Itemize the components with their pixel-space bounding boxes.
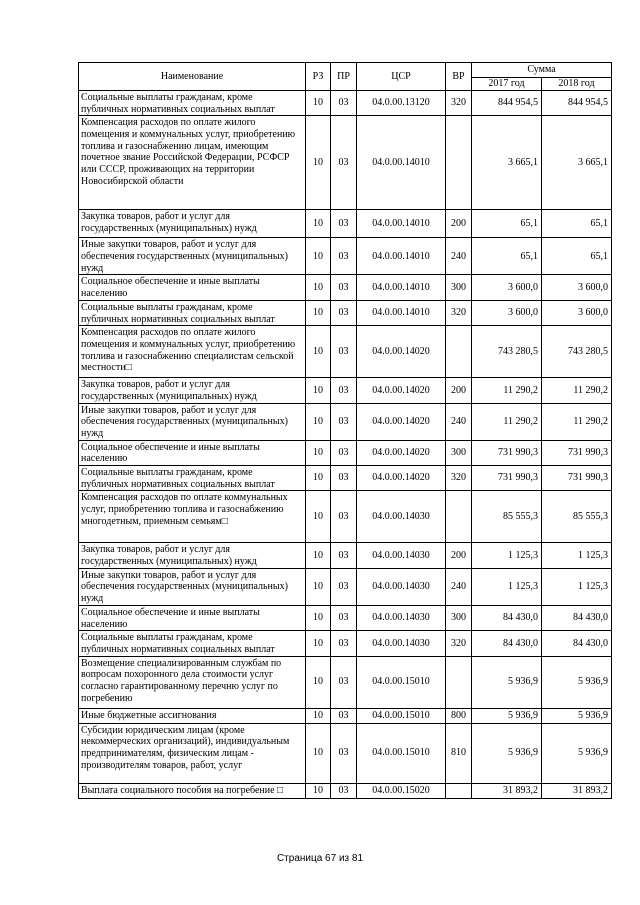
cell-2018: 84 430,0 (542, 605, 612, 630)
cell-2018: 31 893,2 (542, 783, 612, 798)
cell-name: Субсидии юридическим лицам (кроме некоммерческих организаций), индивидуальным предпринимателям, физическим лицам - производителям товаров, работ, услуг (79, 723, 306, 783)
cell-pr: 03 (331, 708, 357, 723)
cell-csr: 04.0.00.13120 (357, 91, 446, 116)
page-number: Страница 67 из 81 (276, 853, 364, 864)
cell-2017: 3 600,0 (472, 300, 542, 325)
table-row (79, 543, 612, 568)
cell-pr: 03 (331, 466, 357, 491)
header-rz: РЗ (306, 63, 331, 91)
cell-name: Компенсация расходов по оплате жилого помещения и коммунальных услуг, приобретению топлива и газоснабжению лицам, имеющим почетное звание Российской Федерации, РСФСР или СССР, проживающих на территории Новосибирской области (79, 116, 306, 210)
cell-rz: 10 (306, 378, 331, 403)
cell-rz: 10 (306, 631, 331, 656)
cell-2017: 65,1 (472, 210, 542, 238)
cell-name: Закупка товаров, работ и услуг для государственных (муниципальных) нужд (79, 543, 306, 568)
cell-2017: 84 430,0 (472, 631, 542, 656)
cell-2017: 5 936,9 (472, 708, 542, 723)
cell-pr: 03 (331, 543, 357, 568)
cell-2018: 5 936,9 (542, 656, 612, 708)
table-row (79, 275, 612, 300)
cell-2017: 65,1 (472, 238, 542, 275)
cell-2018: 731 990,3 (542, 466, 612, 491)
header-2017: 2017 год (472, 78, 542, 91)
cell-name: Закупка товаров, работ и услуг для государственных (муниципальных) нужд (79, 210, 306, 238)
cell-pr: 03 (331, 378, 357, 403)
table-row (79, 440, 612, 465)
cell-rz: 10 (306, 568, 331, 605)
cell-vr: 810 (446, 723, 472, 783)
cell-2018: 1 125,3 (542, 568, 612, 605)
cell-2017: 743 280,5 (472, 326, 542, 378)
table-row (79, 783, 612, 798)
cell-name: Компенсация расходов по оплате коммунальных услуг, приобретению топлива и газоснабжению многодетным, приемным семьям□ (79, 491, 306, 543)
cell-2018: 5 936,9 (542, 723, 612, 783)
cell-csr: 04.0.00.14020 (357, 403, 446, 440)
cell-vr: 240 (446, 568, 472, 605)
cell-vr: 320 (446, 631, 472, 656)
cell-vr: 320 (446, 466, 472, 491)
cell-name: Социальное обеспечение и иные выплаты населению (79, 440, 306, 465)
cell-rz: 10 (306, 708, 331, 723)
cell-2017: 731 990,3 (472, 440, 542, 465)
cell-csr: 04.0.00.14020 (357, 326, 446, 378)
cell-pr: 03 (331, 238, 357, 275)
cell-name: Социальные выплаты гражданам, кроме публичных нормативных социальных выплат (79, 631, 306, 656)
cell-csr: 04.0.00.14010 (357, 238, 446, 275)
cell-rz: 10 (306, 656, 331, 708)
table-row (79, 91, 612, 116)
table-row (79, 326, 612, 378)
cell-2018: 731 990,3 (542, 440, 612, 465)
cell-pr: 03 (331, 440, 357, 465)
cell-vr (446, 116, 472, 210)
header-sum: Сумма (472, 63, 612, 78)
cell-pr: 03 (331, 631, 357, 656)
cell-2017: 3 665,1 (472, 116, 542, 210)
cell-2017: 11 290,2 (472, 378, 542, 403)
cell-2018: 1 125,3 (542, 543, 612, 568)
cell-name: Социальное обеспечение и иные выплаты населению (79, 605, 306, 630)
cell-csr: 04.0.00.15010 (357, 708, 446, 723)
cell-vr: 240 (446, 403, 472, 440)
cell-vr: 320 (446, 91, 472, 116)
cell-2017: 1 125,3 (472, 543, 542, 568)
cell-csr: 04.0.00.14010 (357, 210, 446, 238)
cell-rz: 10 (306, 91, 331, 116)
cell-rz: 10 (306, 210, 331, 238)
cell-rz: 10 (306, 403, 331, 440)
cell-vr (446, 326, 472, 378)
cell-name: Иные закупки товаров, работ и услуг для обеспечения государственных (муниципальных) нужд (79, 568, 306, 605)
cell-name: Иные закупки товаров, работ и услуг для обеспечения государственных (муниципальных) нужд (79, 403, 306, 440)
table-row (79, 605, 612, 630)
cell-csr: 04.0.00.14010 (357, 300, 446, 325)
cell-2017: 11 290,2 (472, 403, 542, 440)
cell-2018: 85 555,3 (542, 491, 612, 543)
header-vr: ВР (446, 63, 472, 91)
cell-pr: 03 (331, 605, 357, 630)
cell-vr: 300 (446, 440, 472, 465)
cell-pr: 03 (331, 656, 357, 708)
cell-2017: 731 990,3 (472, 466, 542, 491)
cell-rz: 10 (306, 275, 331, 300)
table-row (79, 378, 612, 403)
cell-rz: 10 (306, 300, 331, 325)
table-row (79, 466, 612, 491)
cell-csr: 04.0.00.14010 (357, 275, 446, 300)
cell-pr: 03 (331, 116, 357, 210)
cell-rz: 10 (306, 491, 331, 543)
cell-2018: 3 600,0 (542, 275, 612, 300)
cell-rz: 10 (306, 543, 331, 568)
cell-vr: 300 (446, 605, 472, 630)
cell-2018: 11 290,2 (542, 378, 612, 403)
table-row (79, 238, 612, 275)
cell-rz: 10 (306, 783, 331, 798)
cell-pr: 03 (331, 568, 357, 605)
cell-name: Социальные выплаты гражданам, кроме публичных нормативных социальных выплат (79, 300, 306, 325)
cell-vr: 320 (446, 300, 472, 325)
cell-pr: 03 (331, 326, 357, 378)
cell-csr: 04.0.00.15010 (357, 656, 446, 708)
cell-pr: 03 (331, 783, 357, 798)
cell-2017: 84 430,0 (472, 605, 542, 630)
cell-2017: 5 936,9 (472, 723, 542, 783)
cell-2018: 11 290,2 (542, 403, 612, 440)
cell-vr: 200 (446, 210, 472, 238)
cell-2018: 84 430,0 (542, 631, 612, 656)
cell-vr (446, 491, 472, 543)
cell-name: Компенсация расходов по оплате жилого помещения и коммунальных услуг, приобретению топлива и газоснабжению специалистам сельской местности□ (79, 326, 306, 378)
cell-name: Возмещение специализированным службам по вопросам похоронного дела стоимости услуг согласно гарантированному перечню услуг по погребению (79, 656, 306, 708)
budget-table (78, 62, 612, 799)
cell-vr: 800 (446, 708, 472, 723)
cell-pr: 03 (331, 210, 357, 238)
cell-csr: 04.0.00.14030 (357, 543, 446, 568)
cell-csr: 04.0.00.14010 (357, 116, 446, 210)
table-row (79, 210, 612, 238)
cell-csr: 04.0.00.15010 (357, 723, 446, 783)
cell-name: Иные бюджетные ассигнования (79, 708, 306, 723)
cell-2018: 5 936,9 (542, 708, 612, 723)
table-row (79, 656, 612, 708)
cell-name: Социальные выплаты гражданам, кроме публичных нормативных социальных выплат (79, 466, 306, 491)
cell-name: Социальные выплаты гражданам, кроме публичных нормативных социальных выплат (79, 91, 306, 116)
header-name: Наименование (79, 63, 306, 91)
cell-2018: 65,1 (542, 238, 612, 275)
cell-rz: 10 (306, 723, 331, 783)
cell-2017: 1 125,3 (472, 568, 542, 605)
cell-pr: 03 (331, 275, 357, 300)
cell-rz: 10 (306, 466, 331, 491)
cell-csr: 04.0.00.14030 (357, 605, 446, 630)
cell-pr: 03 (331, 91, 357, 116)
cell-2017: 5 936,9 (472, 656, 542, 708)
table-row (79, 116, 612, 210)
cell-2018: 65,1 (542, 210, 612, 238)
header-pr: ПР (331, 63, 357, 91)
cell-vr: 200 (446, 378, 472, 403)
cell-name: Закупка товаров, работ и услуг для государственных (муниципальных) нужд (79, 378, 306, 403)
cell-vr: 240 (446, 238, 472, 275)
header-csr: ЦСР (357, 63, 446, 91)
table-row (79, 631, 612, 656)
cell-vr: 300 (446, 275, 472, 300)
cell-2017: 844 954,5 (472, 91, 542, 116)
cell-vr (446, 656, 472, 708)
cell-csr: 04.0.00.14030 (357, 568, 446, 605)
cell-csr: 04.0.00.14030 (357, 631, 446, 656)
cell-2017: 85 555,3 (472, 491, 542, 543)
cell-2018: 3 665,1 (542, 116, 612, 210)
cell-rz: 10 (306, 440, 331, 465)
cell-rz: 10 (306, 116, 331, 210)
cell-name: Социальное обеспечение и иные выплаты населению (79, 275, 306, 300)
cell-2018: 743 280,5 (542, 326, 612, 378)
table-body (79, 91, 612, 799)
cell-rz: 10 (306, 326, 331, 378)
table-row (79, 708, 612, 723)
cell-2017: 3 600,0 (472, 275, 542, 300)
cell-csr: 04.0.00.14020 (357, 440, 446, 465)
table-row (79, 300, 612, 325)
cell-csr: 04.0.00.14030 (357, 491, 446, 543)
cell-name: Выплата социального пособия на погребение □ (79, 783, 306, 798)
cell-2018: 3 600,0 (542, 300, 612, 325)
header-2018: 2018 год (542, 78, 612, 91)
table-row (79, 403, 612, 440)
cell-pr: 03 (331, 300, 357, 325)
cell-pr: 03 (331, 403, 357, 440)
cell-2018: 844 954,5 (542, 91, 612, 116)
cell-vr (446, 783, 472, 798)
cell-csr: 04.0.00.14020 (357, 466, 446, 491)
cell-pr: 03 (331, 723, 357, 783)
cell-csr: 04.0.00.15020 (357, 783, 446, 798)
table-row (79, 491, 612, 543)
cell-csr: 04.0.00.14020 (357, 378, 446, 403)
cell-rz: 10 (306, 605, 331, 630)
cell-name: Иные закупки товаров, работ и услуг для обеспечения государственных (муниципальных) нужд (79, 238, 306, 275)
table-row (79, 568, 612, 605)
cell-2017: 31 893,2 (472, 783, 542, 798)
cell-rz: 10 (306, 238, 331, 275)
table-row (79, 723, 612, 783)
cell-pr: 03 (331, 491, 357, 543)
cell-vr: 200 (446, 543, 472, 568)
